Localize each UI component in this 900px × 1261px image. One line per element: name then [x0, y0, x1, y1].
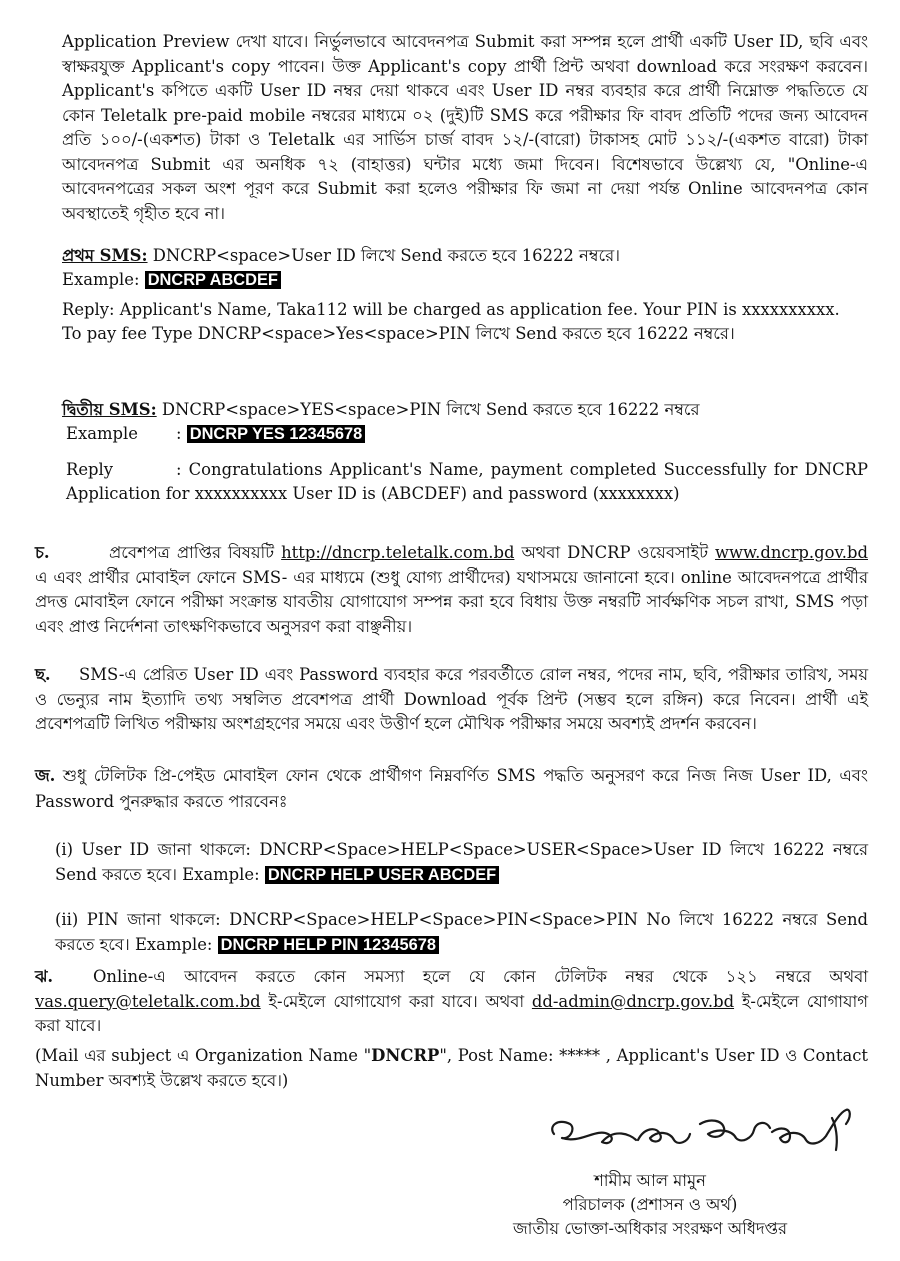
item-cha-marker: চ. — [35, 543, 50, 562]
sms1-example — [62, 268, 868, 292]
item-ja-marker: জ. — [35, 766, 56, 785]
item-ja-text: শুধু টেলিটক প্রি-পেইড মোবাইল ফোন থেকে প্রার্থীগণ নিম্নবর্ণিত SMS পদ্ধতি অনুসরণ করে নিজ নিজ User ID, এবং Password পুনরুদ্ধার করতে পারবেনঃ — [35, 766, 868, 811]
recovery-user-id — [55, 838, 868, 887]
signature-block — [470, 1169, 830, 1249]
item-jha-marker: ঝ. — [35, 967, 54, 986]
item-ja — [35, 763, 868, 815]
item-chha-marker: ছ. — [35, 665, 51, 684]
item-cha-mid: অথবা DNCRP ওয়েবসাইট — [514, 543, 715, 562]
sms2-section — [62, 398, 868, 506]
mail-note-post: ", Post Name: ***** , Applicant's User ID ও Contact Number অবশ্যই উল্লেখ করতে হবে।) — [35, 1046, 868, 1090]
sms2-example-label: Example — [66, 424, 138, 443]
sms2-line — [62, 398, 868, 422]
sms1-example-code: DNCRP ABCDEF — [145, 271, 281, 289]
sms1-heading: প্রথম SMS: — [62, 246, 148, 265]
intro-paragraph: Application Preview দেখা যাবে। নির্ভুলভাবে আবেদনপত্র Submit করা সম্পন্ন হলে প্রার্থী একটি User ID, ছবি এবং স্বাক্ষরযুক্ত Applicant's copy পাবেন। উক্ত Applicant's copy প্রার্থী প্রিন্ট অথবা download করে সংরক্ষণ করবেন। Applicant's কপিতে একটি User ID নম্বর দেয়া থাকবে এবং User ID নম্বর ব্যবহার করে প্রার্থী নিম্নোক্ত পদ্ধতিতে যে কোন Teletalk pre-paid mobile নম্বরের মাধ্যমে ০২ (দুই)টি SMS করে পরীক্ষার ফি বাবদ প্রতিটি পদের জন্য আবেদন প্রতি ১০০/-(একশত) টাকা ও Teletalk এর সার্ভিস চার্জ বাবদ ১২/-(বারো) টাকাসহ মোট ১১২/-(একশত বারো) টাকা আবেদনপত্র Submit এর অনধিক ৭২ (বাহাত্তর) ঘন্টার মধ্যে জমা দিবেন। বিশেষভাবে উল্লেখ্য যে, "Online-এ আবেদনপত্রের সকল অংশ পূরণ করে Submit করা হলেও পরীক্ষার ফি জমা না দেয়া পর্যন্ত Online আবেদনপত্র কোন অবস্থাতেই গৃহীত হবে না। — [62, 32, 868, 223]
item-jha-post: ই-মেইলে যোগাযাগ করা যাবে। — [35, 991, 868, 1035]
sms1-reply: Reply: Applicant's Name, Taka112 will be charged as application fee. Your PIN is xxxxxxxxxx. — [62, 300, 840, 319]
sms2-example — [62, 422, 868, 446]
dncrp-website-link[interactable]: www.dncrp.gov.bd — [715, 543, 868, 562]
recovery-pin-code: DNCRP HELP PIN 12345678 — [218, 936, 439, 954]
dncrp-admin-email-link[interactable]: dd-admin@dncrp.gov.bd — [531, 991, 735, 1011]
item-jha-mid: ই-মেইলে যোগাযোগ করা যাবে। অথবা — [260, 991, 532, 1011]
item-jha-pre: Online-এ আবেদন করতে কোন সমস্যা হলে যে কোন টেলিটক নম্বর থেকে ১২১ নম্বরে অথবা — [93, 967, 868, 986]
mail-note-pre: (Mail এর subject এ Organization Name " — [35, 1046, 372, 1065]
mail-note-org: DNCRP — [371, 1046, 440, 1065]
recovery-user-id-text: (i) User ID জানা থাকলে: DNCRP<Space>HELP<Space>USER<Space>User ID লিখে 16222 নম্বরে Send করতে হবে। Example: — [55, 840, 868, 884]
signatory-name: শামীম আল মামুন — [594, 1171, 706, 1190]
item-chha-text: SMS-এ প্রেরিত User ID এবং Password ব্যবহার করে পরবর্তীতে রোল নম্বর, পদের নাম, ছবি, পরীক্ষার তারিখ, সময় ও ভেন্যুর নাম ইত্যাদি তথ্য সম্বলিত প্রবেশপত্র প্রার্থী Download পূর্বক প্রিন্ট (সম্ভব হলে রঙ্গিন) করে নিবেন। প্রার্থী এই প্রবেশপত্রটি লিখিত পরীক্ষায় অংশগ্রহণের সময়ে এবং উত্তীর্ণ হলে মৌখিক পরীক্ষার সময়ে অবশ্যই প্রদর্শন করবেন। — [35, 665, 868, 733]
item-chha — [35, 663, 868, 737]
handwritten-signature — [540, 1098, 860, 1158]
sms2-text: DNCRP<space>YES<space>PIN লিখে Send করতে হবে 16222 নম্বরে — [156, 400, 700, 419]
item-cha-post: এ এবং প্রার্থীর মোবাইল ফোনে SMS- এর মাধ্যমে (শুধু যোগ্য প্রার্থীদের) যথাসময়ে জানানো হবে। online আবেদনপত্রে প্রার্থীর প্রদত্ত মোবাইল ফোনে পরীক্ষা সংক্রান্ত যাবতীয় যোগাযোগ সম্পন্ন করা হবে বিধায় উক্ত নম্বরটি সার্বক্ষণিক সচল রাখা, SMS পড়া এবং প্রাপ্ত নির্দেশনা তাৎক্ষণিকভাবে অনুসরণ করা বাঞ্ছনীয়। — [35, 567, 868, 636]
recovery-pin — [55, 908, 868, 957]
recovery-user-id-code: DNCRP HELP USER ABCDEF — [265, 866, 499, 884]
sms1-section — [62, 244, 868, 346]
signatory-title: পরিচালক (প্রশাসন ও অর্থ) — [562, 1195, 738, 1214]
sms1-line — [62, 244, 868, 268]
sms1-pay-line: To pay fee Type DNCRP<space>Yes<space>PIN লিখে Send করতে হবে 16222 নম্বরে। — [62, 324, 735, 343]
sms1-text: DNCRP<space>User ID লিখে Send করতে হবে 16222 নম্বরে। — [147, 246, 620, 265]
dncrp-teletalk-link[interactable]: http://dncrp.teletalk.com.bd — [281, 543, 515, 562]
item-cha-pre: প্রবেশপত্র প্রাপ্তির বিষয়টি — [109, 543, 282, 562]
sms2-example-code: DNCRP YES 12345678 — [187, 425, 366, 443]
recovery-pin-text: (ii) PIN জানা থাকলে: DNCRP<Space>HELP<Space>PIN<Space>PIN No লিখে 16222 নম্বরে Send করতে হবে। Example: — [55, 910, 868, 954]
sms2-example-sep: : — [176, 424, 187, 443]
item-cha — [35, 541, 868, 639]
sms2-reply-label: Reply — [66, 460, 114, 479]
sms2-heading: দ্বিতীয় SMS: — [62, 400, 157, 419]
teletalk-email-link[interactable]: vas.query@teletalk.com.bd — [35, 991, 261, 1011]
signatory-office: জাতীয় ভোক্তা-অধিকার সংরক্ষণ অধিদপ্তর — [512, 1219, 788, 1238]
sms2-reply — [62, 458, 868, 506]
mail-note — [35, 1044, 868, 1093]
sms1-example-label: Example: — [62, 270, 140, 289]
item-jha — [35, 965, 868, 1039]
sms2-reply-text: : Congratulations Applicant's Name, payment completed Successfully for DNCRP Application for xxxxxxxxxx User ID is (ABCDEF) and password (xxxxxxxx) — [66, 460, 868, 503]
